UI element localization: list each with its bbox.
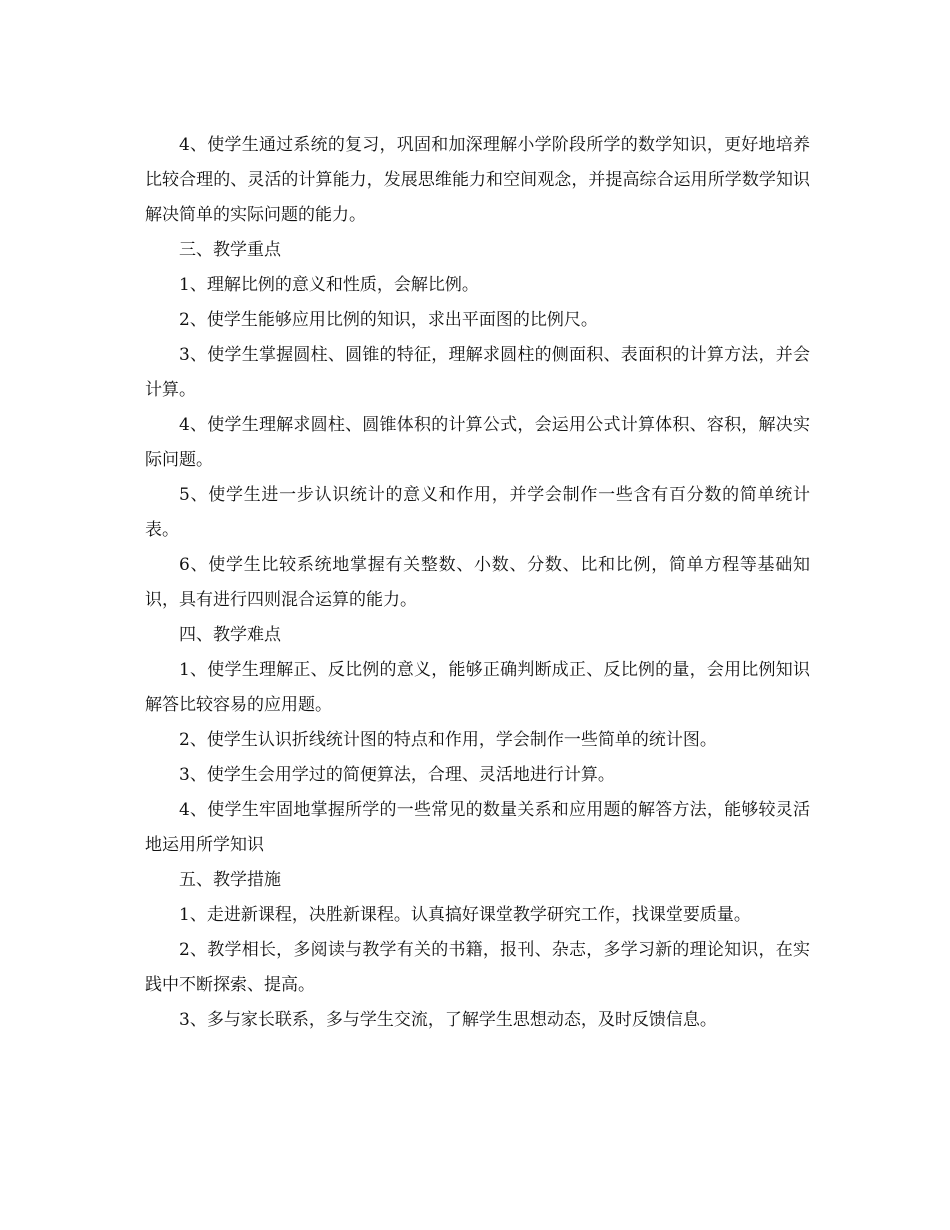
paragraph-difficulty-2: 2、使学生认识折线统计图的特点和作用，学会制作一些简单的统计图。: [179, 730, 717, 750]
paragraph-measure-2: 2、教学相长，多阅读与教学有关的书籍，报刊、杂志，多学习新的理论知识，在实践中不断探索、提高。: [145, 940, 810, 995]
paragraph-key-point-1: 1、理解比例的意义和性质，会解比例。: [179, 275, 479, 295]
section-heading-difficulties: 四、教学难点: [179, 625, 281, 645]
paragraph-measure-3: 3、多与家长联系，多与学生交流，了解学生思想动态，及时反馈信息。: [179, 1010, 717, 1030]
paragraph-review-goal-4: 4、使学生通过系统的复习，巩固和加深理解小学阶段所学的数学知识，更好地培养比较合理的、灵活的计算能力，发展思维能力和空间观念，并提高综合运用所学数学知识解决简单的实际问题的能力。: [145, 135, 810, 225]
paragraph-measure-1: 1、走进新课程，决胜新课程。认真搞好课堂教学研究工作，找课堂要质量。: [179, 905, 751, 925]
paragraph-difficulty-3: 3、使学生会用学过的简便算法，合理、灵活地进行计算。: [179, 765, 615, 785]
section-heading-measures: 五、教学措施: [179, 870, 281, 890]
paragraph-key-point-6: 6、使学生比较系统地掌握有关整数、小数、分数、比和比例，简单方程等基础知识，具有进行四则混合运算的能力。: [145, 555, 810, 610]
section-heading-key-points: 三、教学重点: [179, 240, 281, 260]
document-body: [145, 128, 810, 1038]
paragraph-difficulty-1: 1、使学生理解正、反比例的意义，能够正确判断成正、反比例的量，会用比例知识解答比较容易的应用题。: [145, 660, 810, 715]
paragraph-key-point-5: 5、使学生进一步认识统计的意义和作用，并学会制作一些含有百分数的简单统计表。: [145, 485, 810, 540]
paragraph-difficulty-4: 4、使学生牢固地掌握所学的一些常见的数量关系和应用题的解答方法，能够较灵活地运用所学知识: [145, 800, 810, 855]
paragraph-key-point-2: 2、使学生能够应用比例的知识，求出平面图的比例尺。: [179, 310, 598, 330]
paragraph-key-point-3: 3、使学生掌握圆柱、圆锥的特征，理解求圆柱的侧面积、表面积的计算方法，并会计算。: [145, 345, 810, 400]
paragraph-key-point-4: 4、使学生理解求圆柱、圆锥体积的计算公式，会运用公式计算体积、容积，解决实际问题。: [145, 415, 810, 470]
